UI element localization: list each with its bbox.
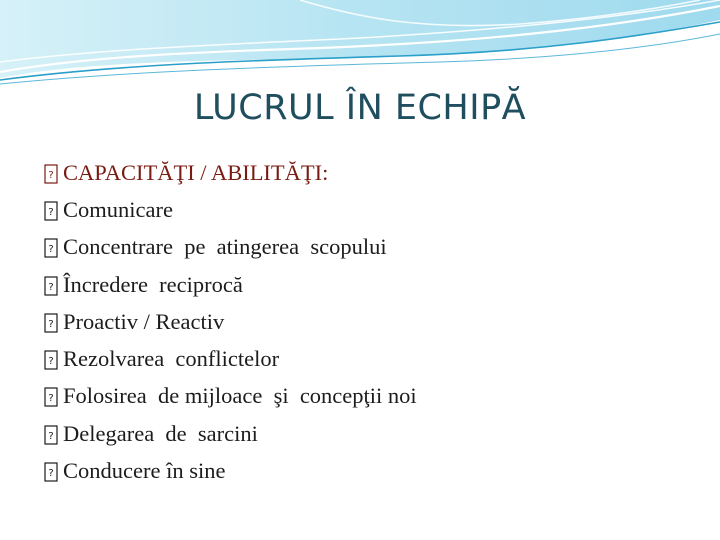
- list-item: [44, 415, 684, 452]
- svg-text:?: ?: [48, 468, 54, 480]
- list-item-text: Comunicare: [63, 196, 173, 222]
- list-item: [44, 340, 684, 377]
- list-item-text: Concentrare pe atingerea scopului: [63, 234, 387, 260]
- slide-title: LUCRUL ÎN ECHIPĂ: [193, 88, 527, 128]
- svg-text:?: ?: [48, 430, 54, 442]
- missing-glyph-bullet-icon: [44, 387, 58, 407]
- list-item-text: CAPACITĂŢI / ABILITĂŢI:: [63, 159, 329, 185]
- list-item-text: Conducere în sine: [63, 458, 226, 484]
- missing-glyph-bullet-icon: [44, 350, 58, 370]
- svg-text:?: ?: [48, 318, 54, 330]
- missing-glyph-bullet-icon: [44, 313, 58, 333]
- missing-glyph-bullet-icon: [44, 164, 58, 184]
- svg-text:?: ?: [48, 169, 54, 181]
- missing-glyph-bullet-icon: [44, 462, 58, 482]
- list-item: [44, 452, 684, 489]
- list-item-text: Încredere reciprocă: [63, 271, 243, 297]
- svg-text:?: ?: [48, 356, 54, 368]
- missing-glyph-bullet-icon: [44, 276, 58, 296]
- missing-glyph-bullet-icon: [44, 238, 58, 258]
- list-item: [44, 303, 684, 340]
- svg-text:?: ?: [48, 206, 54, 218]
- list-item-text: Rezolvarea conflictelor: [63, 346, 280, 372]
- list-item-text: Folosirea de mijloace şi concepţii noi: [63, 383, 417, 409]
- list-item: [44, 266, 684, 303]
- list-item: [44, 229, 684, 266]
- missing-glyph-bullet-icon: [44, 201, 58, 221]
- svg-text:?: ?: [48, 281, 54, 293]
- list-item: [44, 378, 684, 415]
- svg-text:?: ?: [48, 393, 54, 405]
- list-item: [44, 191, 684, 228]
- decorative-wave-banner: [0, 0, 720, 90]
- list-item-heading: [44, 154, 684, 191]
- missing-glyph-bullet-icon: [44, 425, 58, 445]
- list-item-text: Delegarea de sarcini: [63, 420, 258, 446]
- list-item-text: Proactiv / Reactiv: [63, 308, 225, 334]
- bullet-list: [44, 154, 684, 490]
- svg-text:?: ?: [48, 244, 54, 256]
